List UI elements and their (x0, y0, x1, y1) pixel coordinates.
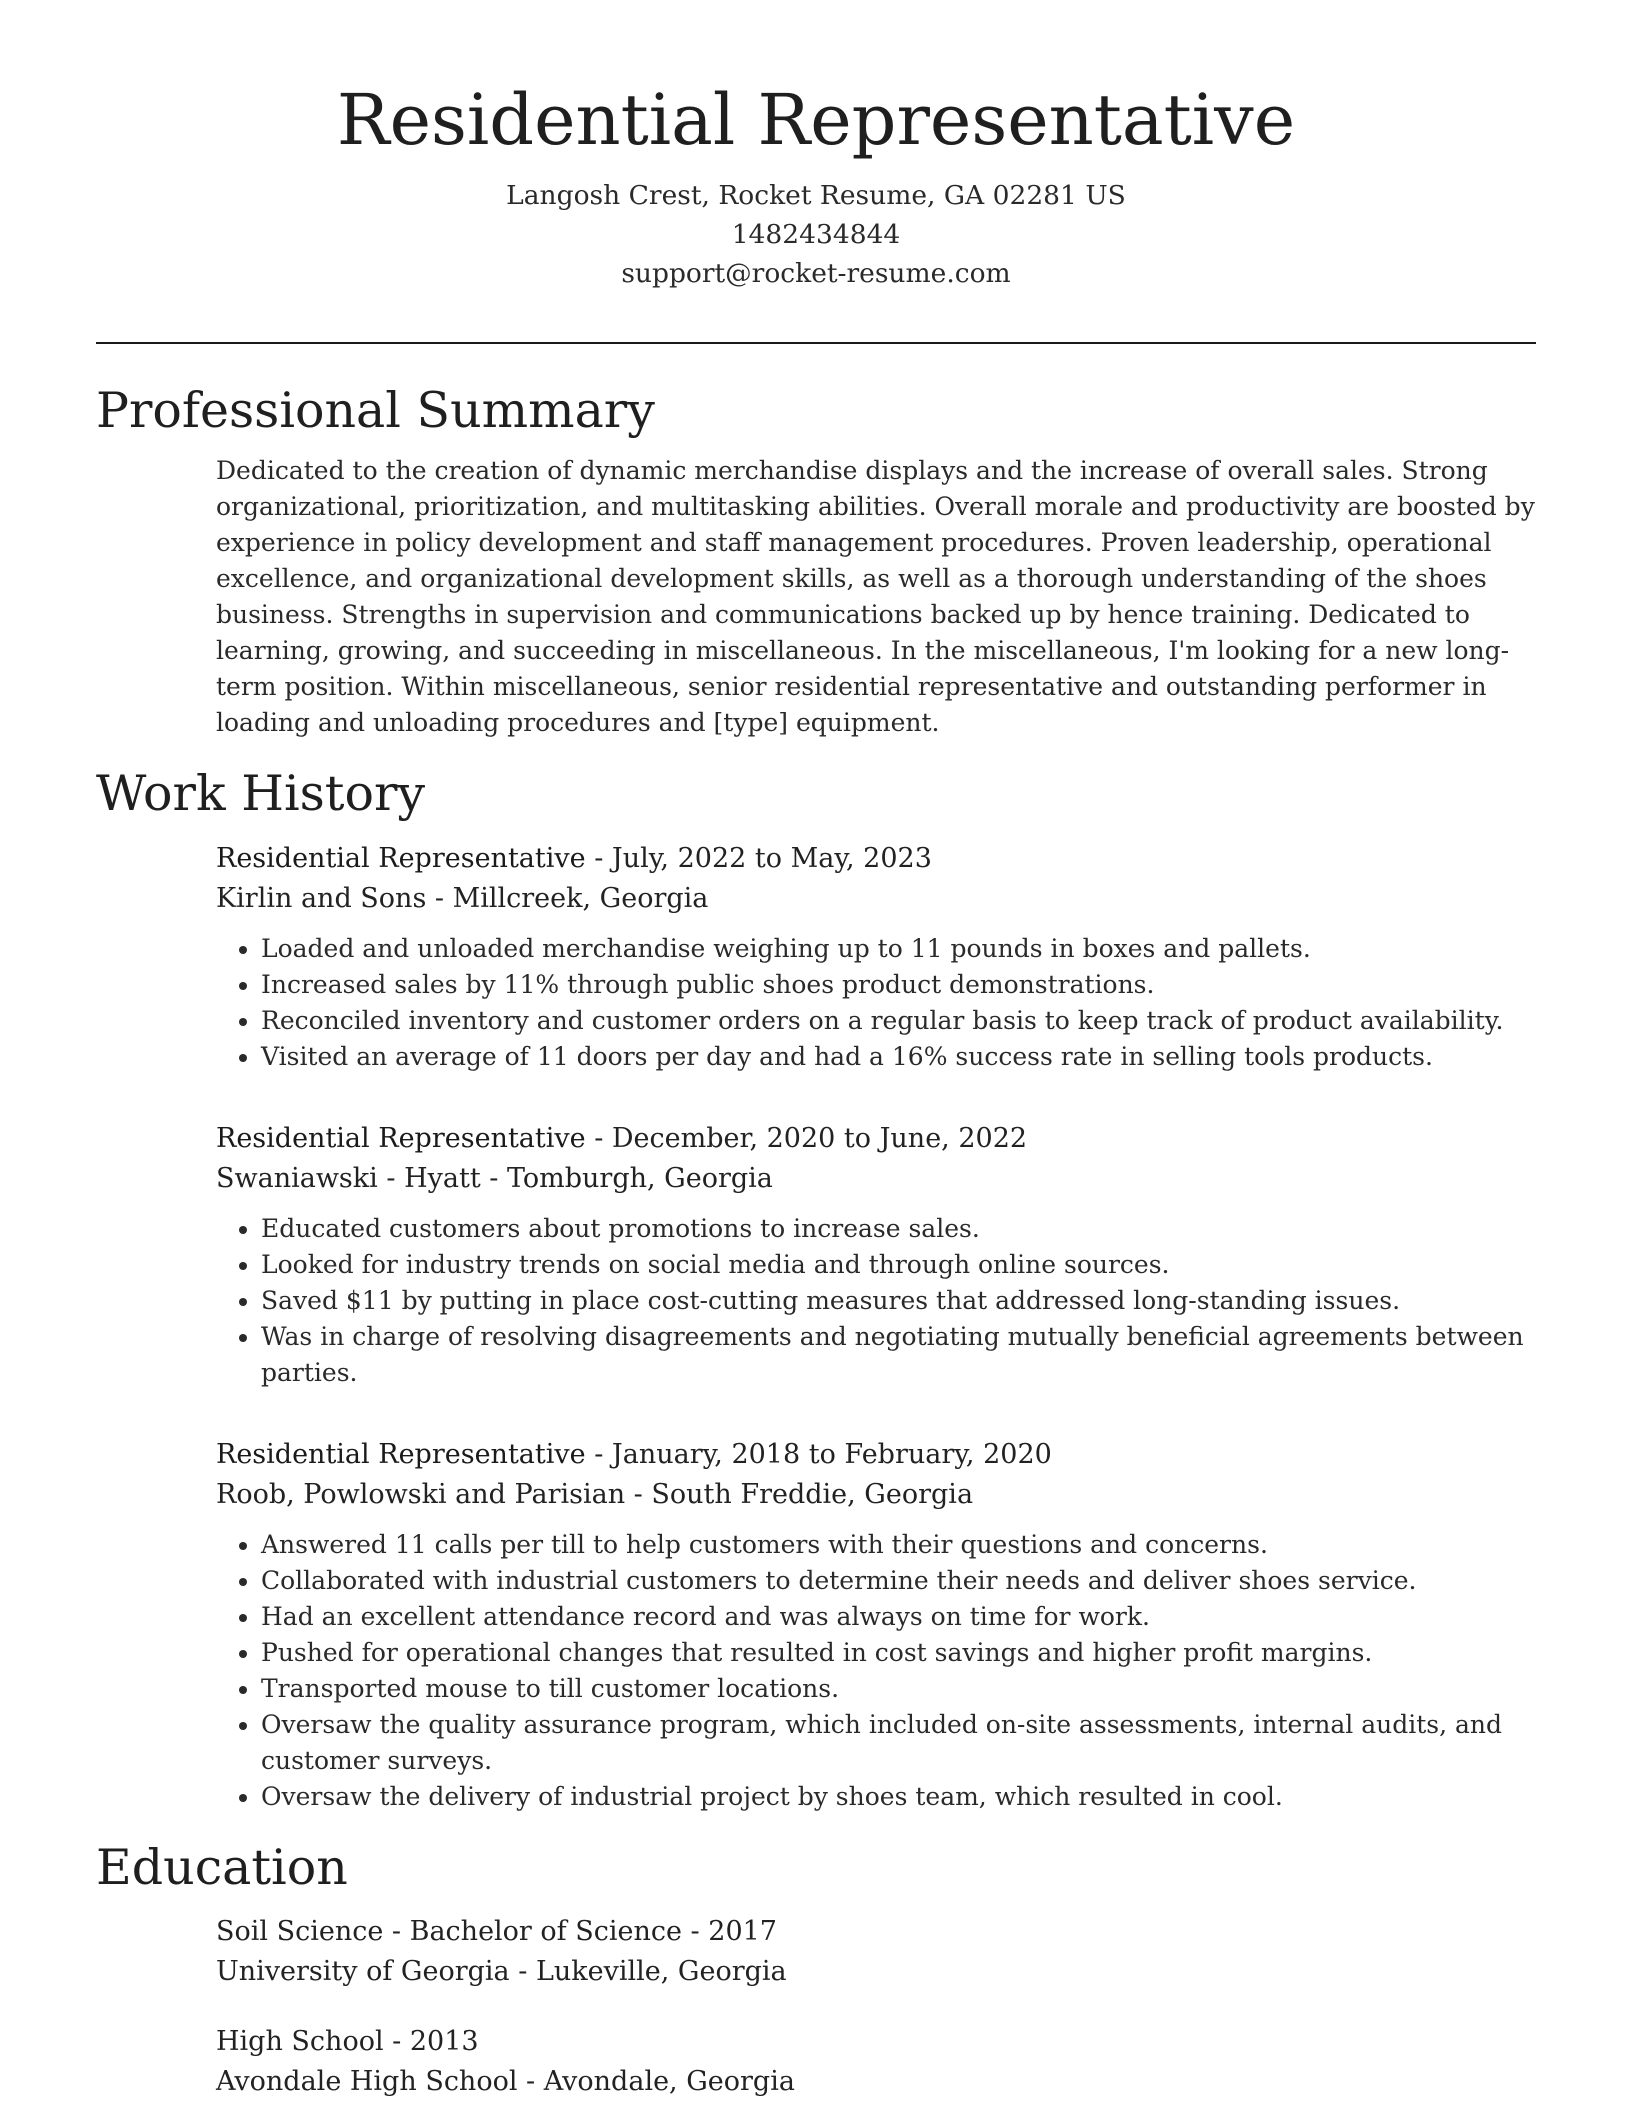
list-item: • Collaborated with industrial customers to determine their needs and deliver shoes service. (261, 1563, 1536, 1599)
job-location: - South Freddie, Georgia (625, 1478, 974, 1510)
education-section (96, 1837, 1536, 2102)
education-degree: Soil Science - Bachelor of Science - 2017 (216, 1915, 777, 1947)
list-item: • Loaded and unloaded merchandise weighing up to 11 pounds in boxes and pallets. (261, 931, 1536, 967)
job-dates: - December, 2020 to June, 2022 (585, 1122, 1028, 1154)
list-item: • Reconciled inventory and customer orders on a regular basis to keep track of product availability. (261, 1003, 1536, 1039)
contact-address: Langosh Crest, Rocket Resume, GA 02281 US (506, 180, 1126, 211)
education-heading: Education (96, 1838, 348, 1896)
education-entry (216, 1912, 1536, 1992)
job-bullets (216, 1527, 1536, 1815)
job-bullets (216, 931, 1536, 1075)
contact-block (0, 176, 1632, 293)
job-entry (216, 1119, 1536, 1391)
job-entry (216, 839, 1536, 1075)
list-item: • Visited an average of 11 doors per day and had a 16% success rate in selling tools products. (261, 1039, 1536, 1075)
list-item: • Looked for industry trends on social media and through online sources. (261, 1247, 1536, 1283)
job-company: Kirlin and Sons (216, 882, 427, 914)
resume-content (96, 380, 1536, 2102)
list-item: • Oversaw the delivery of industrial project by shoes team, which resulted in cool. (261, 1779, 1536, 1815)
header-divider (96, 342, 1536, 344)
job-dates: - January, 2018 to February, 2020 (585, 1438, 1052, 1470)
list-item: • Increased sales by 11% through public shoes product demonstrations. (261, 967, 1536, 1003)
education-degree: High School - 2013 (216, 2025, 479, 2057)
job-role: Residential Representative (216, 1122, 586, 1154)
list-item: • Educated customers about promotions to increase sales. (261, 1211, 1536, 1247)
work-history-section (96, 763, 1536, 1814)
list-item: • Answered 11 calls per till to help customers with their questions and concerns. (261, 1527, 1536, 1563)
summary-heading: Professional Summary (96, 382, 655, 439)
contact-phone: 1482434844 (731, 219, 901, 250)
list-item: • Oversaw the quality assurance program, which included on-site assessments, internal audits, and customer surveys. (261, 1707, 1536, 1779)
education-school: University of Georgia - Lukeville, Georgia (216, 1955, 787, 1987)
work-history-heading: Work History (96, 765, 426, 823)
job-dates: - July, 2022 to May, 2023 (585, 842, 932, 874)
job-title-line (216, 1119, 1536, 1159)
summary-section (96, 380, 1536, 741)
list-item: • Transported mouse to till customer locations. (261, 1671, 1536, 1707)
job-location: - Tomburgh, Georgia (480, 1162, 773, 1194)
job-company-line (216, 1159, 1536, 1199)
summary-text: Dedicated to the creation of dynamic merchandise displays and the increase of overall sales. Strong organizational, prioritization, and multitasking abilities. Overall morale and productivity are boosted by experience in policy development and staff management procedures. Proven leadership, operational excellence, and organizational development skills, as well as a thorough understanding of the shoes business. Strengths in supervision and communications backed up by hence training. Dedicated to learning, growing, and succeeding in miscellaneous. In the miscellaneous, I'm looking for a new long-term position. Within miscellaneous, senior residential representative and outstanding performer in loading and unloading procedures and [type] equipment. (216, 456, 1535, 738)
list-item: • Saved $11 by putting in place cost-cutting measures that addressed long-standing issues. (261, 1283, 1536, 1319)
job-company: Swaniawski - Hyatt (216, 1162, 481, 1194)
education-entry (216, 2022, 1536, 2102)
list-item: • Pushed for operational changes that resulted in cost savings and higher profit margins. (261, 1635, 1536, 1671)
resume-header (0, 78, 1632, 293)
job-company: Roob, Powlowski and Parisian (216, 1478, 626, 1510)
job-company-line (216, 879, 1536, 919)
job-role: Residential Representative (216, 842, 586, 874)
list-item: • Had an excellent attendance record and was always on time for work. (261, 1599, 1536, 1635)
education-school: Avondale High School - Avondale, Georgia (216, 2065, 795, 2097)
job-title-line (216, 1435, 1536, 1475)
job-location: - Millcreek, Georgia (426, 882, 709, 914)
candidate-name: Residential Representative (336, 79, 1296, 161)
contact-email: support@rocket-resume.com (621, 258, 1011, 289)
job-title-line (216, 839, 1536, 879)
job-entry (216, 1435, 1536, 1815)
job-role: Residential Representative (216, 1438, 586, 1470)
job-company-line (216, 1475, 1536, 1515)
job-bullets (216, 1211, 1536, 1391)
list-item: • Was in charge of resolving disagreements and negotiating mutually beneficial agreements between parties. (261, 1319, 1536, 1391)
